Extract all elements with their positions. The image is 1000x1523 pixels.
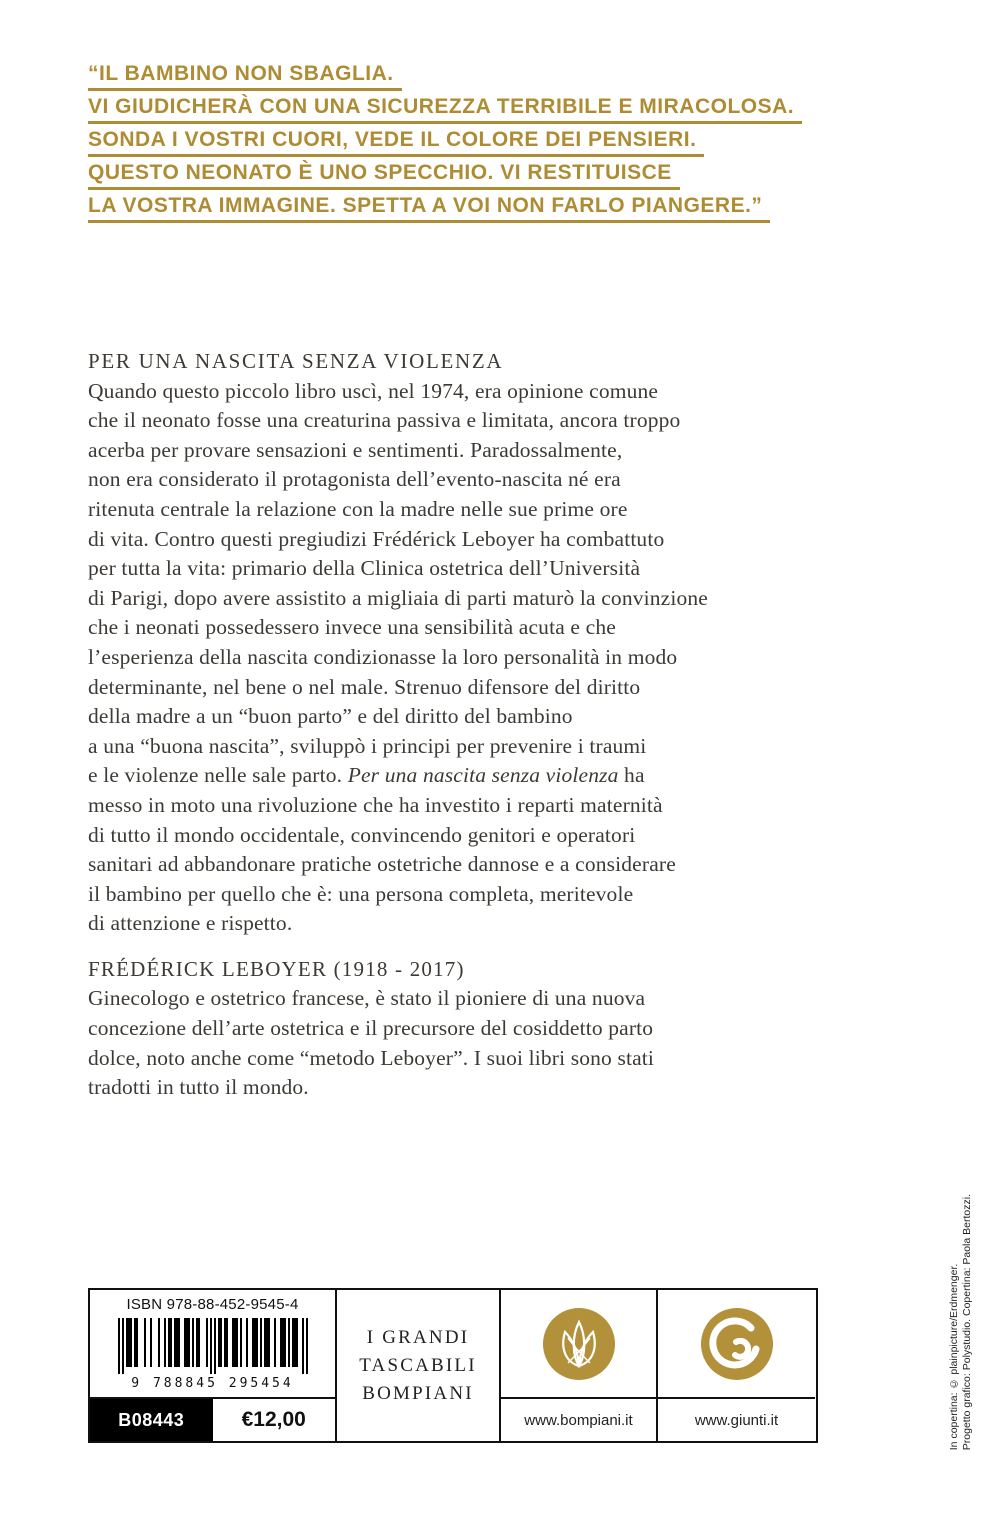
synopsis-line: per tutta la vita: primario della Clinica ostetrica dell’Università bbox=[88, 556, 641, 581]
collection-line: TASCABILI bbox=[359, 1354, 477, 1376]
quote-line bbox=[88, 62, 968, 91]
giunti-site-label: www.giunti.it bbox=[694, 1411, 779, 1429]
synopsis-line: di vita. Contro questi pregiudizi Frédérick Leboyer ha combattuto bbox=[88, 526, 665, 551]
barcode-digits: 9 788845 295454 bbox=[131, 1376, 294, 1391]
quote-line bbox=[88, 194, 968, 223]
author-name-heading: FRÉDÉRICK LEBOYER (1918 - 2017) bbox=[88, 956, 465, 981]
synopsis-line: il bambino per quello che è: una persona completa, meritevole bbox=[88, 881, 634, 906]
synopsis-line: determinante, nel bene o nel male. Strenuo difensore del diritto bbox=[88, 674, 641, 699]
bompiani-site-area bbox=[501, 1399, 656, 1441]
quote-line bbox=[88, 161, 968, 190]
bio-line: dolce, noto anche come “metodo Leboyer”. I suoi libri sono stati bbox=[88, 1045, 655, 1070]
giunti-cell bbox=[658, 1290, 815, 1441]
synopsis-line: che i neonati possedessero invece una sensibilità acuta e che bbox=[88, 615, 616, 640]
synopsis-line: di Parigi, dopo avere assistito a migliaia di parti maturò la convinzione bbox=[88, 585, 708, 610]
footer-publishing-box bbox=[88, 1288, 818, 1443]
bompiani-tulip-logo-icon bbox=[542, 1307, 616, 1381]
book-title-heading: PER UNA NASCITA SENZA VIOLENZA bbox=[88, 349, 504, 373]
synopsis-line: Quando questo piccolo libro uscì, nel 1974, era opinione comune bbox=[88, 378, 659, 403]
synopsis-line bbox=[88, 761, 918, 791]
synopsis-line: acerba per provare sensazioni e sentimenti. Paradossalmente, bbox=[88, 437, 623, 462]
quote-line-text: VI GIUDICHERÀ CON UNA SICUREZZA TERRIBILE E MIRACOLOSA. bbox=[88, 95, 802, 124]
edition-code-badge: B08443 bbox=[90, 1399, 213, 1441]
production-credits bbox=[948, 1194, 974, 1450]
collection-line: I GRANDI bbox=[366, 1326, 470, 1348]
synopsis-line: non era considerato il protagonista dell’evento-nascita né era bbox=[88, 467, 621, 492]
giunti-logo-icon bbox=[700, 1307, 774, 1381]
collection-line: BOMPIANI bbox=[362, 1382, 474, 1404]
synopsis-line: sanitari ad abbandonare pratiche ostetriche dannose e a considerare bbox=[88, 852, 676, 877]
quote-line-text: QUESTO NEONATO È UNO SPECCHIO. VI RESTITUISCE bbox=[88, 161, 680, 190]
book-title-italic: Per una nascita senza violenza bbox=[347, 763, 619, 788]
synopsis-line: di attenzione e rispetto. bbox=[88, 911, 293, 936]
giunti-site-area bbox=[658, 1399, 815, 1441]
quote-line bbox=[88, 128, 968, 157]
barcode-area bbox=[90, 1290, 335, 1399]
isbn-label: ISBN 978-88-452-9545-4 bbox=[126, 1296, 299, 1313]
ean-barcode bbox=[117, 1318, 309, 1374]
synopsis-text: e le violenze nelle sale parto. bbox=[88, 763, 348, 788]
synopsis-line: a una “buona nascita”, sviluppò i principi per prevenire i traumi bbox=[88, 733, 647, 758]
price-label: €12,00 bbox=[241, 1408, 306, 1431]
credits-line-design: Progetto grafico: Polystudio. Copertina: Paola Bertozzi. bbox=[961, 1193, 973, 1450]
synopsis-line: messo in moto una rivoluzione che ha investito i reparti maternità bbox=[88, 792, 663, 817]
collection-cell bbox=[337, 1290, 501, 1441]
bio-line: Ginecologo e ostetrico francese, è stato il pioniere di una nuova bbox=[88, 986, 646, 1011]
giunti-logo-area bbox=[658, 1290, 815, 1399]
bio-line: concezione dell’arte ostetrica e il precursore del cosiddetto parto bbox=[88, 1016, 654, 1041]
quote-line-text: LA VOSTRA IMMAGINE. SPETTA A VOI NON FARLO PIANGERE.” bbox=[88, 194, 770, 223]
synopsis-text: ha bbox=[618, 763, 645, 788]
back-cover-text bbox=[88, 347, 918, 1103]
quote-line-text: “IL BAMBINO NON SBAGLIA. bbox=[88, 62, 402, 91]
synopsis-line: che il neonato fosse una creaturina passiva e limitata, ancora troppo bbox=[88, 408, 681, 433]
spacer bbox=[88, 939, 918, 955]
credits-line-cover: In copertina: © plainpicture/Erdmenger. bbox=[948, 1263, 960, 1450]
barcode-cell bbox=[90, 1290, 337, 1441]
synopsis-line: di tutto il mondo occidentale, convincendo genitori e operatori bbox=[88, 822, 636, 847]
bompiani-logo-area bbox=[501, 1290, 656, 1399]
bompiani-cell bbox=[501, 1290, 658, 1441]
synopsis-line: ritenuta centrale la relazione con la madre nelle sue prime ore bbox=[88, 496, 628, 521]
synopsis-line: l’esperienza della nascita condizionasse la loro personalità in modo bbox=[88, 644, 678, 669]
bio-line: tradotti in tutto il mondo. bbox=[88, 1075, 309, 1100]
bompiani-site-label: www.bompiani.it bbox=[524, 1411, 633, 1429]
synopsis-line: della madre a un “buon parto” e del diritto del bambino bbox=[88, 704, 573, 729]
quote-line-text: SONDA I VOSTRI CUORI, VEDE IL COLORE DEI PENSIERI. bbox=[88, 128, 704, 157]
quote-line bbox=[88, 95, 968, 124]
code-price-row bbox=[90, 1399, 335, 1441]
cover-quote bbox=[88, 62, 968, 227]
